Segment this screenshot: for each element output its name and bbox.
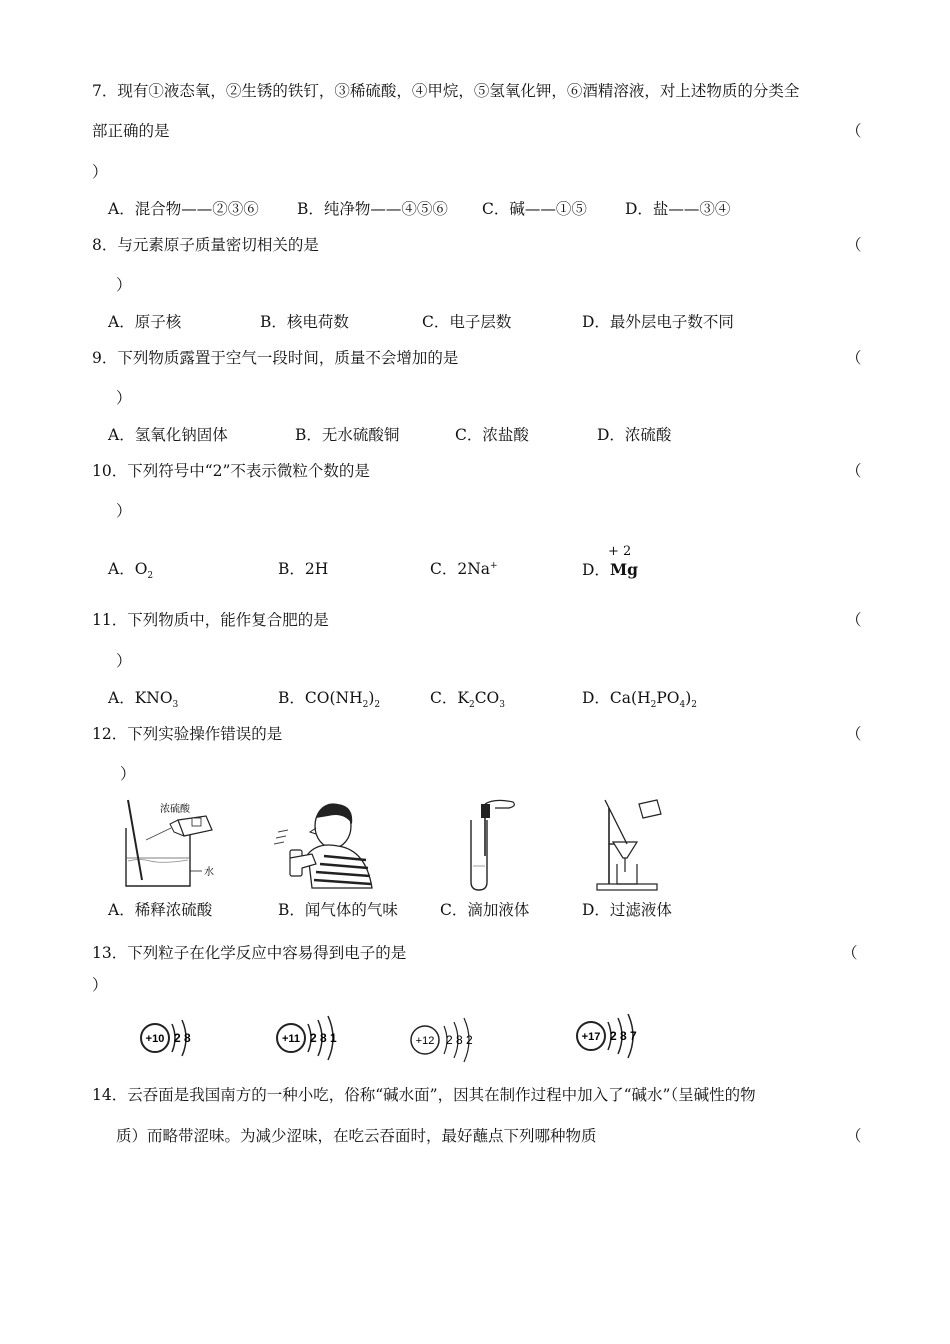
atom-d-nucleus: +17 [581, 1031, 601, 1043]
q10-option-d-symbol: Mg [609, 560, 638, 579]
q7-paren-close: ） [92, 163, 108, 181]
q10-option-d: D．Mg [582, 560, 638, 579]
q10-option-c: C．2Na+ [430, 560, 498, 578]
q9-option-d: D．浓硫酸 [597, 426, 672, 444]
q10-paren-close: ） [116, 502, 132, 520]
atom-diagram-a [138, 1010, 208, 1070]
q11-paren-close: ） [116, 652, 132, 670]
q9-paren-open: （ [846, 349, 862, 367]
q8-option-d: D．最外层电子数不同 [582, 313, 734, 331]
q7-option-d: D．盐——③④ [625, 200, 731, 218]
drop-liquid-figure [455, 796, 525, 894]
q11-option-d: D．$Ca(H_2PO_4)_2$ [582, 689, 697, 711]
q10-paren-open: （ [846, 462, 862, 480]
q14-stem-line2: 质）而略带涩味。为减少涩味，在吃云吞面时，最好蘸点下列哪种物质 [116, 1127, 597, 1145]
q9-option-b: B．无水硫酸铜 [295, 426, 400, 444]
q9-option-a: A．氢氧化钠固体 [108, 426, 228, 444]
q12-paren-open: （ [846, 725, 862, 743]
q11-option-b: B．$CO(NH_2)_2$ [278, 689, 381, 711]
q11-option-a: A．$KNO_3$ [108, 689, 179, 711]
q12-option-c: C．滴加液体 [440, 901, 530, 919]
q10-option-b: B．2H [278, 560, 329, 578]
q8-paren-close: ） [116, 276, 132, 294]
atom-c-shells: 2 8 2 [446, 1033, 473, 1047]
atom-diagram-d [574, 1008, 654, 1068]
filter-figure [593, 798, 673, 893]
atom-diagram-b [274, 1010, 354, 1070]
q8-option-a: A．原子核 [108, 313, 182, 331]
q8-option-b: B．核电荷数 [260, 313, 349, 331]
q14-paren-open: （ [846, 1127, 862, 1145]
q14-stem-line1: 14．云吞面是我国南方的一种小吃，俗称“碱水面”，因其在制作过程中加入了“碱水”（呈碱性的物 [92, 1086, 756, 1104]
q13-paren-close: ） [92, 976, 108, 994]
q7-stem-line1: 7．现有①液态氧，②生锈的铁钉，③稀硫酸，④甲烷，⑤氢氧化钾，⑥酒精溶液，对上述物质的分类全 [92, 82, 800, 100]
atom-c-nucleus: +12 [415, 1035, 435, 1047]
atom-diagram-c [408, 1010, 493, 1070]
dilute-acid-figure [120, 798, 230, 893]
q10-option-d-valence: + 2 [608, 544, 632, 559]
q12-option-a: A．稀释浓硫酸 [108, 901, 213, 919]
q12-stem: 12．下列实验操作错误的是 [92, 725, 283, 743]
atom-a-shells: 2 8 [174, 1031, 191, 1045]
atom-a-nucleus: +10 [145, 1033, 165, 1045]
q7-option-a: A．混合物——②③⑥ [108, 200, 259, 218]
q12-paren-close: ） [120, 765, 136, 783]
q7-paren-open: （ [846, 122, 862, 140]
smell-gas-figure [268, 798, 383, 893]
q7-stem-line2: 部正确的是 [92, 122, 170, 140]
q7-option-c: C．碱——①⑤ [482, 200, 587, 218]
q8-option-c: C．电子层数 [422, 313, 512, 331]
q8-stem: 8．与元素原子质量密切相关的是 [92, 236, 319, 254]
q13-stem: 13．下列粒子在化学反应中容易得到电子的是 [92, 944, 407, 962]
q13-paren-open: （ [842, 944, 858, 962]
atom-d-shells: 2 8 7 [610, 1029, 637, 1043]
q10-option-a: A．$O_2$ [108, 560, 154, 582]
q7-option-b: B．纯净物——④⑤⑥ [297, 200, 448, 218]
q9-paren-close: ） [116, 389, 132, 407]
q11-paren-open: （ [846, 611, 862, 629]
q10-stem: 10．下列符号中“2”不表示微粒个数的是 [92, 462, 370, 480]
q11-stem: 11．下列物质中，能作复合肥的是 [92, 611, 329, 629]
fig-a-label-water: 水 [204, 867, 214, 878]
q12-option-d: D．过滤液体 [582, 901, 672, 919]
q12-option-b: B．闻气体的气味 [278, 901, 398, 919]
q9-option-c: C．浓盐酸 [455, 426, 529, 444]
atom-b-shells: 2 8 1 [310, 1031, 337, 1045]
q8-paren-open: （ [846, 236, 862, 254]
q11-option-c: C．$K_2CO_3$ [430, 689, 505, 711]
atom-b-nucleus: +11 [281, 1033, 301, 1045]
fig-a-label-acid: 浓硫酸 [160, 804, 190, 815]
q9-stem: 9．下列物质露置于空气一段时间，质量不会增加的是 [92, 349, 459, 367]
